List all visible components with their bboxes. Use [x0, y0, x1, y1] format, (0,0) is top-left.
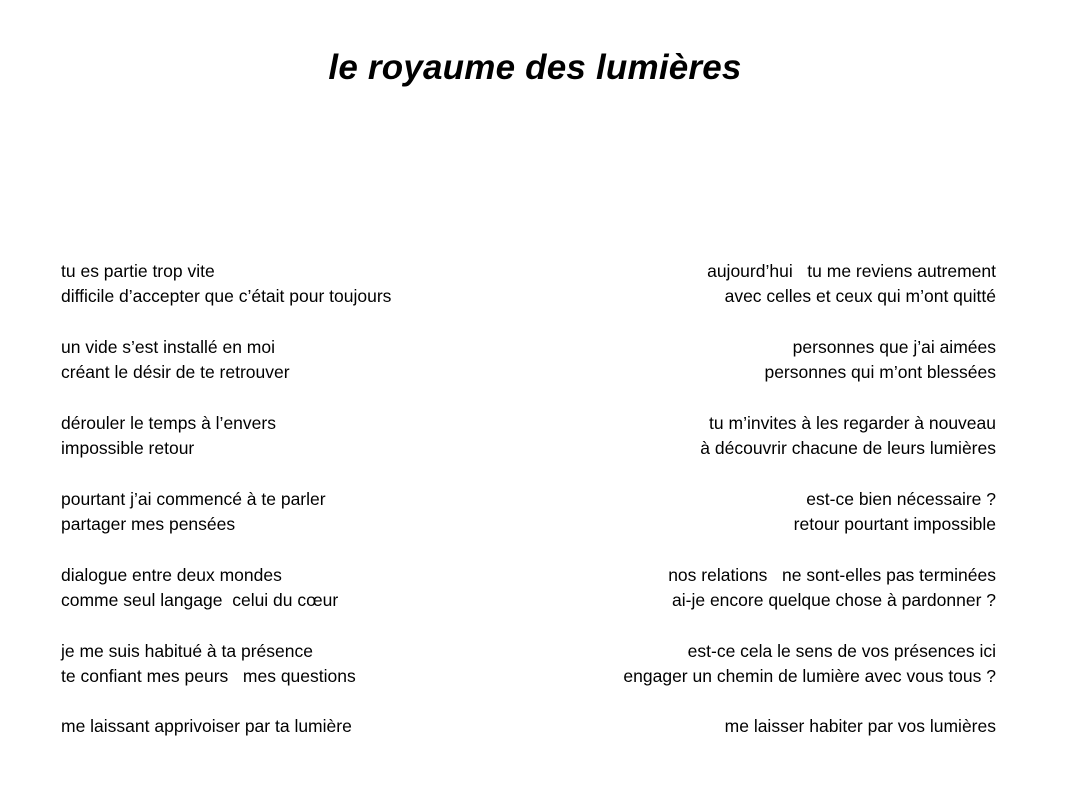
poem-line: te confiant mes peurs mes questions — [61, 665, 356, 686]
left-stanza — [61, 563, 531, 613]
poem-line: nos relations ne sont-elles pas terminées — [668, 564, 996, 585]
poem-line: tu es partie trop vite — [61, 261, 215, 281]
poem-line: dérouler le temps à l’envers — [61, 412, 276, 433]
right-stanza — [526, 487, 996, 537]
poem-line: engager un chemin de lumière avec vous tous ? — [623, 665, 996, 686]
poem-line: impossible retour — [61, 438, 195, 459]
right-stanza — [526, 411, 996, 461]
poem-line: personnes qui m’ont blessées — [764, 362, 996, 383]
right-stanza — [526, 639, 996, 689]
poem-line: retour pourtant impossible — [793, 513, 996, 534]
poem-line: avec celles et ceux qui m’ont quitté — [724, 286, 996, 307]
left-stanza — [61, 714, 531, 739]
poem-line: un vide s’est installé en moi — [61, 336, 275, 357]
poem-line: dialogue entre deux mondes — [61, 564, 282, 585]
poem-line: aujourd’hui tu me reviens autrement — [707, 261, 996, 281]
poem-line: je me suis habitué à ta présence — [61, 640, 313, 661]
poem-line: est-ce cela le sens de vos présences ici — [687, 640, 996, 661]
poem-line: partager mes pensées — [61, 513, 236, 534]
left-stanza — [61, 335, 531, 385]
right-stanza — [526, 259, 996, 309]
poem-line: ai-je encore quelque chose à pardonner ? — [672, 589, 996, 610]
left-stanza — [61, 411, 531, 461]
right-column — [526, 259, 996, 765]
right-stanza — [526, 563, 996, 613]
left-stanza — [61, 487, 531, 537]
poem-line: à découvrir chacune de leurs lumières — [700, 438, 996, 459]
poem-line: comme seul langage celui du cœur — [61, 589, 339, 610]
left-stanza — [61, 259, 531, 309]
poem-line: est-ce bien nécessaire ? — [806, 488, 996, 509]
poem-line: tu m’invites à les regarder à nouveau — [709, 412, 996, 433]
poem-line: difficile d’accepter que c’était pour toujours — [61, 286, 392, 307]
left-stanza — [61, 639, 531, 689]
poem-line: me laissant apprivoiser par ta lumière — [61, 716, 352, 737]
poem-line: me laisser habiter par vos lumières — [724, 716, 996, 737]
poem-line: personnes que j’ai aimées — [792, 336, 996, 357]
poem-line: pourtant j’ai commencé à te parler — [61, 488, 326, 509]
poem-line: créant le désir de te retrouver — [61, 362, 290, 383]
poem-title: le royaume des lumières — [328, 48, 742, 87]
left-column — [61, 259, 531, 765]
right-stanza — [526, 714, 996, 739]
right-stanza — [526, 335, 996, 385]
